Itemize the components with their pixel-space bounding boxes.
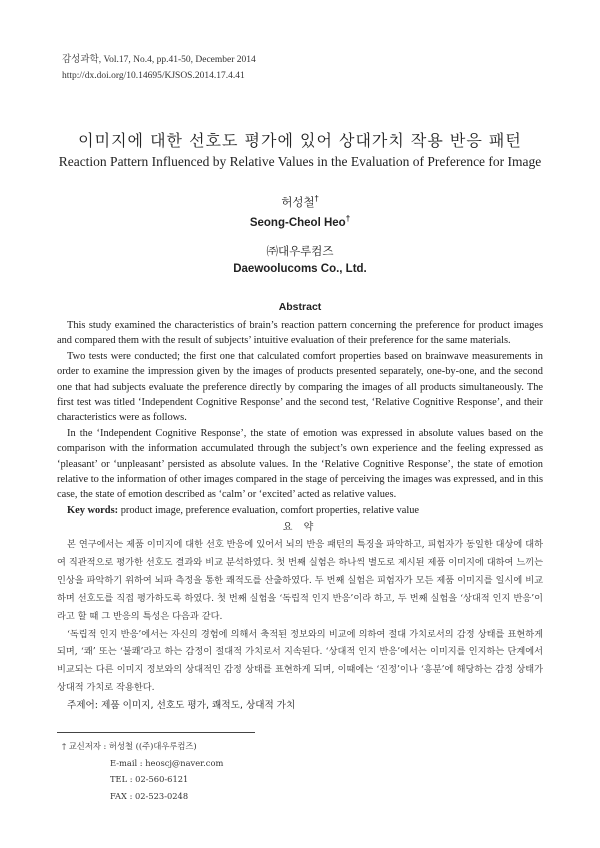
footnote-mark: †	[62, 741, 67, 751]
affiliation-korean: ㈜대우루컴즈	[266, 244, 334, 258]
affiliation-english: Daewoolucoms Co., Ltd.	[233, 263, 367, 275]
summary-paragraph: 본 연구에서는 제품 이미지에 대한 선호 반응에 있어서 뇌의 반응 패턴의 특징을 파악하고, 피험자가 동일한 대상에 대하여 직관적으로 평가한 선호도 결과와 비교 분석하였다. 첫 번째 실험은 하나씩 별도로 제시된 제품 이미지에 대하여 느끼는 인상을 파악하기 위하여 뇌파 측정을 통한 쾌적도를 산출하였다. 두 번째 실험은 피험자가 모든 제품 이미지를 일시에 비교하며 선호도를 직접 평가하도록 하였다. 첫 번째 실험을 ‘독립적 인지 반응’이라 하고, 두 번째 실험을 ‘상대적 인지 반응’이라고 할 때 그 반응의 특성은 다음과 같다.	[57, 539, 543, 622]
abstract-paragraph: This study examined the characteristics of brain’s reaction pattern concerning the preference for product images and compared them with the result of subjects’ intuitive evaluation of their preference for the same materials.	[57, 320, 543, 347]
keywords-text: product image, preference evaluation, comfort properties, relative value	[120, 504, 420, 516]
abstract-paragraph: In the ‘Independent Cognitive Response’, the state of emotion was expressed in absolute values based on the comparison with the information accumulated through the subject’s own experience and the feeling expressed as ‘pleasant’ or ‘unpleasant’ persisted as absolute values. In the ‘Relative Cognitive Response’, the state of emotion relative to the information of other images compared in the stage of perceiving the images was expressed, and in this case, the state of emotion described as ‘calm’ or ‘excited’ acted as relative values.	[57, 427, 543, 501]
footnote-author-line	[62, 738, 223, 755]
corresponding-mark-en: †	[345, 214, 351, 223]
summary-heading: 요 약	[282, 522, 318, 533]
author-korean-name: 허성철	[281, 195, 315, 209]
journal-header	[62, 52, 256, 84]
english-title: Reaction Pattern Influenced by Relative Values in the Evaluation of Preference for Image	[58, 154, 542, 169]
footnote-fax: FAX : 02-523-0248	[110, 790, 189, 801]
korean-keywords-line: 주제어: 제품 이미지, 선호도 평가, 쾌적도, 상대적 가치	[67, 700, 296, 712]
summary-paragraph: ‘독립적 인지 반응’에서는 자신의 경험에 의해서 축적된 정보와의 비교에 의하여 절대 가치로서의 감정 상태를 표현하게 되며, ‘쾌’ 또는 ‘불쾌’라고 하는 감정이 절대적 가치로서 지속된다. ‘상대적 인지 반응’에서는 이미지를 인지하는 단계에서 비교되는 다른 이미지 정보와의 상대적인 감정 상태를 표현하게 되며, 이때에는 ‘진정’이나 ‘흥분’에 해당하는 감정 상태가 상대적 가치로 작용한다.	[57, 628, 543, 694]
corresponding-mark: †	[314, 194, 319, 204]
abstract-heading: Abstract	[278, 301, 322, 313]
footnote-tel: TEL : 02-560-6121	[110, 774, 189, 784]
summary-body	[57, 536, 543, 715]
footnote	[62, 738, 223, 804]
doi-link[interactable]: http://dx.doi.org/10.14695/KJSOS.2014.17.4.41	[62, 71, 245, 81]
journal-citation: 감성과학, Vol.17, No.4, pp.41-50, December 2014	[62, 55, 256, 65]
abstract-body	[57, 318, 543, 518]
abstract-paragraph: Two tests were conducted; the first one that calculated comfort properties based on brainwave measurements in order to examine the impression given by the images of products presented separately, one-by-one, and the second one that had subjects evaluate the preference directly by comparing the images of all products simultaneously. The first test was titled ‘Independent Cognitive Response’ and the second test, ‘Relative Cognitive Response’, and their characteristics were as follows.	[57, 350, 543, 424]
keywords-line	[57, 503, 543, 518]
author-korean	[0, 194, 600, 210]
keywords-label: Key words:	[67, 504, 119, 516]
author-english-name: Seong-Cheol Heo	[249, 216, 346, 229]
footnote-divider	[57, 732, 255, 733]
korean-title: 이미지에 대한 선호도 평가에 있어 상대가치 작용 반응 패턴	[78, 131, 522, 150]
corresponding-author: 교신저자 : 허성철 ((주)대우루컴즈)	[68, 741, 197, 751]
footnote-email[interactable]: E-mail : heoscj@naver.com	[110, 757, 224, 768]
author-english	[0, 214, 600, 229]
